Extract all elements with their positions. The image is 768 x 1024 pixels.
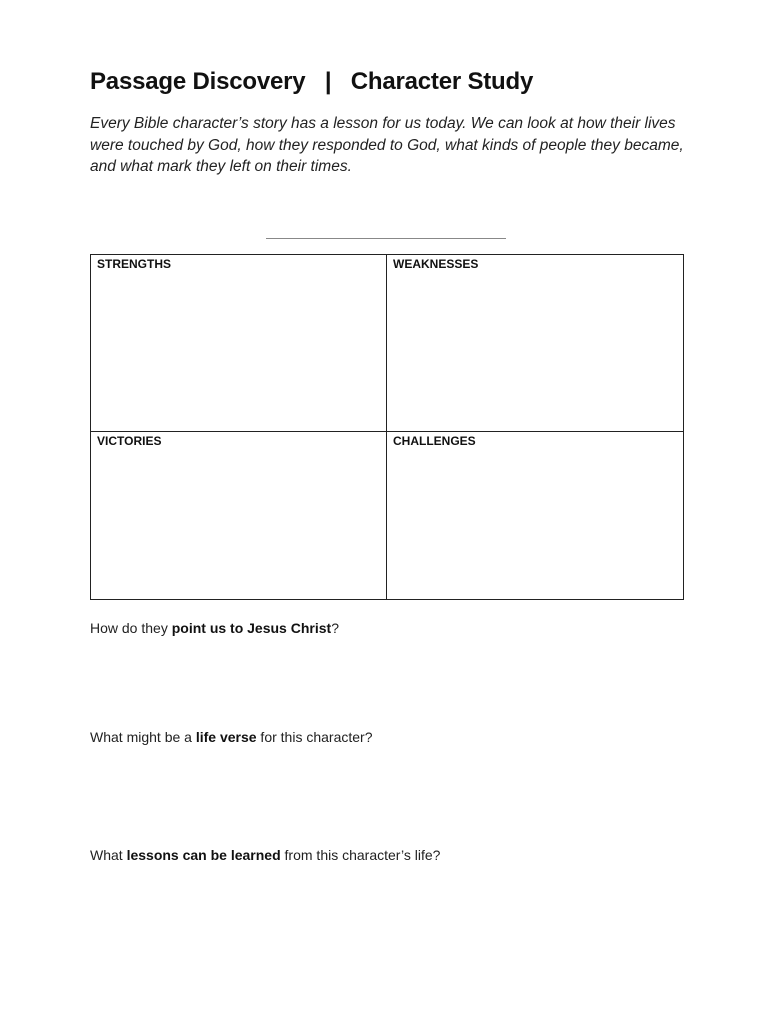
question-text: How do they	[90, 620, 172, 636]
question-emphasis: point us to Jesus Christ	[171, 620, 332, 636]
intro-paragraph: Every Bible character’s story has a lesson for us today. We can look at how their lives were touched by God, how they responded to God, what kinds of people they became, and what mark they left on their times.	[90, 115, 684, 175]
question-text: ?	[331, 620, 339, 636]
character-grid	[90, 254, 684, 600]
character-name-line	[266, 238, 506, 239]
victories-label: VICTORIES	[97, 434, 162, 448]
strengths-label: STRENGTHS	[97, 257, 172, 271]
strengths-cell	[91, 255, 387, 432]
question-text: What	[90, 847, 127, 863]
question-lessons	[90, 847, 440, 863]
question-text: What might be a	[90, 729, 196, 745]
question-emphasis: life verse	[195, 729, 257, 745]
victories-cell	[91, 432, 387, 599]
weaknesses-label: WEAKNESSES	[393, 257, 479, 271]
question-jesus-christ	[90, 620, 339, 636]
question-emphasis: lessons can be learned	[126, 847, 281, 863]
challenges-cell	[387, 432, 683, 599]
question-text: for this character?	[256, 729, 373, 745]
question-life-verse	[90, 729, 372, 745]
question-text: from this character’s life?	[280, 847, 441, 863]
weaknesses-cell	[387, 255, 683, 432]
page-title: Passage Discovery | Character Study	[90, 68, 534, 95]
challenges-label: CHALLENGES	[393, 434, 476, 448]
